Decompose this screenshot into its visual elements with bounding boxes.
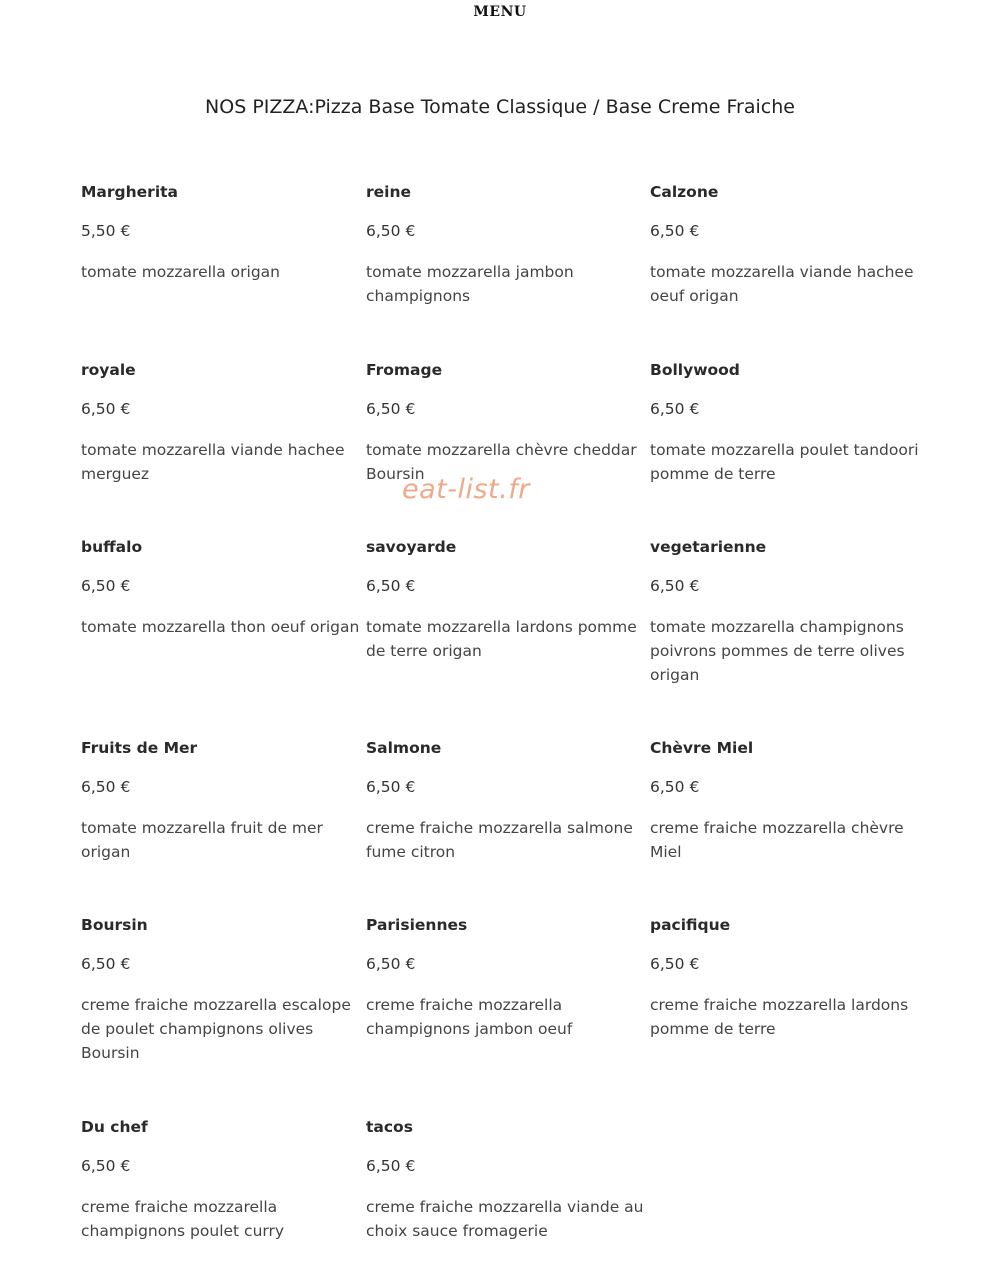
item-description: tomate mozzarella lardons pomme de terre origan bbox=[366, 618, 637, 660]
watermark: eat-list.fr bbox=[402, 474, 530, 505]
item-description: tomate mozzarella thon oeuf origan bbox=[81, 618, 360, 636]
item-name: Salmone bbox=[366, 739, 442, 757]
item-price: 6,50 € bbox=[650, 577, 700, 595]
item-description: tomate mozzarella viande hachee oeuf origan bbox=[650, 263, 914, 305]
item-name: Fromage bbox=[366, 361, 443, 379]
item-description: creme fraiche mozzarella escalope de poulet champignons olives Boursin bbox=[81, 996, 351, 1062]
item-price: 6,50 € bbox=[81, 778, 131, 796]
item-price: 6,50 € bbox=[81, 955, 131, 973]
menu-item bbox=[81, 537, 366, 639]
menu-item bbox=[81, 360, 366, 486]
item-name: Bollywood bbox=[650, 361, 740, 379]
item-price: 6,50 € bbox=[650, 400, 700, 418]
item-description: creme fraiche mozzarella salmone fume citron bbox=[366, 819, 633, 861]
menu-item bbox=[366, 1117, 651, 1243]
item-price: 6,50 € bbox=[366, 577, 416, 595]
item-name: Margherita bbox=[81, 183, 178, 201]
item-description: tomate mozzarella poulet tandoori pomme de terre bbox=[650, 441, 919, 483]
item-price: 6,50 € bbox=[366, 400, 416, 418]
item-description: tomate mozzarella viande hachee merguez bbox=[81, 441, 345, 483]
item-price: 6,50 € bbox=[650, 778, 700, 796]
item-name: Fruits de Mer bbox=[81, 739, 198, 757]
menu-item bbox=[81, 738, 366, 864]
menu-item bbox=[81, 1117, 366, 1243]
item-price: 6,50 € bbox=[650, 222, 700, 240]
item-name: buffalo bbox=[81, 538, 143, 556]
menu-item bbox=[650, 738, 935, 864]
item-name: Chèvre Miel bbox=[650, 739, 754, 757]
item-price: 6,50 € bbox=[366, 778, 416, 796]
item-description: creme fraiche mozzarella chèvre Miel bbox=[650, 819, 904, 861]
menu-item bbox=[366, 360, 651, 486]
menu-item bbox=[650, 182, 935, 308]
item-price: 6,50 € bbox=[366, 222, 416, 240]
section-title: NOS PIZZA:Pizza Base Tomate Classique / Base Creme Fraiche bbox=[205, 96, 795, 118]
item-description: creme fraiche mozzarella champignons jambon oeuf bbox=[366, 996, 573, 1038]
item-description: tomate mozzarella jambon champignons bbox=[366, 263, 574, 305]
item-name: royale bbox=[81, 361, 136, 379]
item-name: Boursin bbox=[81, 916, 148, 934]
item-price: 6,50 € bbox=[81, 1157, 131, 1175]
menu-item bbox=[650, 537, 935, 687]
item-name: Parisiennes bbox=[366, 916, 468, 934]
menu-item bbox=[366, 915, 651, 1041]
item-price: 6,50 € bbox=[81, 577, 131, 595]
menu-item bbox=[81, 182, 366, 284]
item-description: creme fraiche mozzarella champignons poulet curry bbox=[81, 1198, 285, 1240]
item-description: tomate mozzarella champignons poivrons pommes de terre olives origan bbox=[650, 618, 905, 684]
item-price: 6,50 € bbox=[366, 955, 416, 973]
item-description: tomate mozzarella origan bbox=[81, 263, 280, 281]
item-name: savoyarde bbox=[366, 538, 457, 556]
item-price: 6,50 € bbox=[366, 1157, 416, 1175]
item-description: creme fraiche mozzarella lardons pomme de terre bbox=[650, 996, 909, 1038]
item-name: vegetarienne bbox=[650, 538, 767, 556]
item-name: tacos bbox=[366, 1118, 413, 1136]
item-price: 6,50 € bbox=[650, 955, 700, 973]
item-price: 6,50 € bbox=[81, 400, 131, 418]
item-name: Calzone bbox=[650, 183, 719, 201]
item-description: tomate mozzarella fruit de mer origan bbox=[81, 819, 323, 861]
menu-item bbox=[650, 360, 935, 486]
item-price: 5,50 € bbox=[81, 222, 131, 240]
menu-item bbox=[366, 182, 651, 308]
menu-label[interactable]: MENU bbox=[473, 4, 527, 20]
menu-item bbox=[81, 915, 366, 1065]
menu-item bbox=[650, 915, 935, 1041]
menu-item bbox=[366, 537, 651, 663]
menu-item bbox=[366, 738, 651, 864]
item-name: pacifique bbox=[650, 916, 731, 934]
item-name: reine bbox=[366, 183, 412, 201]
item-description: tomate mozzarella chèvre cheddar Boursin bbox=[366, 441, 637, 483]
item-description: creme fraiche mozzarella viande au choix sauce fromagerie bbox=[366, 1198, 644, 1240]
item-name: Du chef bbox=[81, 1118, 148, 1136]
